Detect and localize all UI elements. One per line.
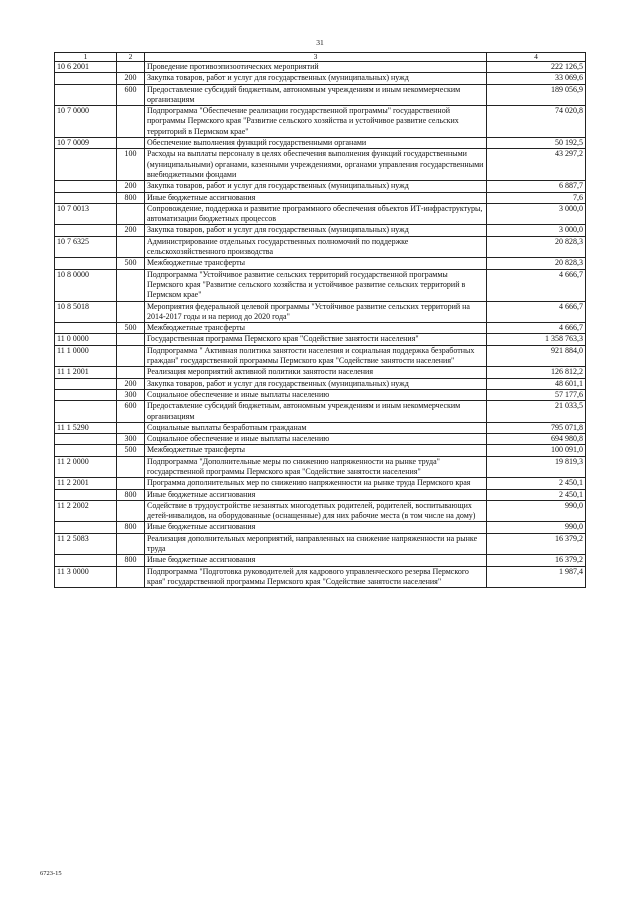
row-name: Иные бюджетные ассигнования <box>145 555 487 566</box>
table-row <box>55 84 586 106</box>
row-name: Иные бюджетные ассигнования <box>145 489 487 500</box>
row-amount: 74 020,8 <box>487 106 586 138</box>
row-name: Закупка товаров, работ и услуг для государственных (муниципальных) нужд <box>145 181 487 192</box>
row-name: Содействие в трудоустройстве незанятых многодетных родителей, родителей, воспитывающих детей-инвалидов, на оборудованные (оснащенные) для них рабочие места (в том числе на дому) <box>145 500 487 522</box>
row-code: 10 7 0009 <box>55 138 117 149</box>
row-code: 10 6 2001 <box>55 62 117 73</box>
row-amount: 990,0 <box>487 522 586 533</box>
header-col-2: 2 <box>117 53 145 62</box>
row-code <box>55 445 117 456</box>
row-amount: 3 000,0 <box>487 225 586 236</box>
row-amount: 57 177,6 <box>487 389 586 400</box>
row-code: 11 0 0000 <box>55 334 117 345</box>
table-row <box>55 422 586 433</box>
row-expense-type: 600 <box>117 84 145 106</box>
row-amount: 694 980,8 <box>487 434 586 445</box>
row-amount: 4 666,7 <box>487 323 586 334</box>
table-row <box>55 500 586 522</box>
row-expense-type: 800 <box>117 489 145 500</box>
row-amount: 2 450,1 <box>487 489 586 500</box>
row-amount: 21 033,5 <box>487 401 586 423</box>
row-code <box>55 225 117 236</box>
row-expense-type: 800 <box>117 192 145 203</box>
row-code <box>55 489 117 500</box>
row-name: Подпрограмма "Обеспечение реализации государственной программы" государственной программы Пермского края "Развитие сельского хозяйства и устойчивое развитие сельских территорий в Пермском крае" <box>145 106 487 138</box>
row-expense-type <box>117 138 145 149</box>
table-row <box>55 378 586 389</box>
row-code <box>55 401 117 423</box>
table-header <box>55 53 586 62</box>
table-row <box>55 62 586 73</box>
row-name: Социальные выплаты безработным гражданам <box>145 422 487 433</box>
table-row <box>55 225 586 236</box>
row-code: 11 2 2001 <box>55 478 117 489</box>
row-code <box>55 84 117 106</box>
row-name: Государственная программа Пермского края "Содействие занятости населения" <box>145 334 487 345</box>
row-amount: 20 828,3 <box>487 258 586 269</box>
row-expense-type <box>117 367 145 378</box>
row-expense-type <box>117 106 145 138</box>
row-expense-type: 300 <box>117 434 145 445</box>
table-row <box>55 73 586 84</box>
row-name: Закупка товаров, работ и услуг для государственных (муниципальных) нужд <box>145 73 487 84</box>
row-code <box>55 389 117 400</box>
budget-table <box>54 52 586 588</box>
row-expense-type: 800 <box>117 522 145 533</box>
row-amount: 6 887,7 <box>487 181 586 192</box>
row-code: 11 1 5290 <box>55 422 117 433</box>
table-row <box>55 236 586 258</box>
table-row <box>55 434 586 445</box>
row-expense-type <box>117 345 145 367</box>
table-row <box>55 555 586 566</box>
table-row <box>55 258 586 269</box>
row-code: 11 1 0000 <box>55 345 117 367</box>
row-code: 10 7 6325 <box>55 236 117 258</box>
table-row <box>55 522 586 533</box>
row-expense-type: 100 <box>117 149 145 181</box>
row-amount: 33 069,6 <box>487 73 586 84</box>
row-code <box>55 149 117 181</box>
table-row <box>55 269 586 301</box>
row-code <box>55 378 117 389</box>
row-amount: 48 601,1 <box>487 378 586 389</box>
row-name: Подпрограмма "Подготовка руководителей для кадрового управленческого резерва Пермского края" государственной программы Пермского края "Содействие занятости населения" <box>145 566 487 588</box>
row-name: Предоставление субсидий бюджетным, автономным учреждениям и иным некоммерческим организациям <box>145 84 487 106</box>
row-name: Расходы на выплаты персоналу в целях обеспечения выполнения функций государственными (муниципальными) органами, казенными учреждениями, органами управления государственными внебюджетными фондами <box>145 149 487 181</box>
row-code: 11 2 0000 <box>55 456 117 478</box>
table-row <box>55 367 586 378</box>
row-amount: 795 071,8 <box>487 422 586 433</box>
table-row <box>55 389 586 400</box>
row-code <box>55 258 117 269</box>
row-expense-type: 200 <box>117 225 145 236</box>
row-name: Подпрограмма "Дополнительные меры по снижению напряженности на рынке труда" государственной программы Пермского края "Содействие занятости населения" <box>145 456 487 478</box>
row-amount: 222 126,5 <box>487 62 586 73</box>
row-name: Закупка товаров, работ и услуг для государственных (муниципальных) нужд <box>145 225 487 236</box>
row-code <box>55 323 117 334</box>
row-expense-type <box>117 236 145 258</box>
row-expense-type: 200 <box>117 73 145 84</box>
row-amount: 4 666,7 <box>487 269 586 301</box>
row-name: Иные бюджетные ассигнования <box>145 522 487 533</box>
row-code <box>55 73 117 84</box>
row-name: Подпрограмма "Устойчивое развитие сельских территорий государственной программы Пермского края "Развитие сельского хозяйства и устойчивое развитие сельских территорий в Пермском крае" <box>145 269 487 301</box>
row-expense-type <box>117 62 145 73</box>
row-expense-type <box>117 203 145 225</box>
row-amount: 1 987,4 <box>487 566 586 588</box>
row-amount: 990,0 <box>487 500 586 522</box>
row-expense-type <box>117 269 145 301</box>
row-code: 10 7 0000 <box>55 106 117 138</box>
table-row <box>55 456 586 478</box>
row-expense-type: 500 <box>117 445 145 456</box>
table-row <box>55 533 586 555</box>
table-row <box>55 181 586 192</box>
row-expense-type <box>117 334 145 345</box>
page-number: 31 <box>316 38 324 47</box>
row-name: Иные бюджетные ассигнования <box>145 192 487 203</box>
row-amount: 50 192,5 <box>487 138 586 149</box>
table-row <box>55 149 586 181</box>
row-expense-type <box>117 301 145 323</box>
row-name: Реализация дополнительных мероприятий, направленных на снижение напряженности на рынке труда <box>145 533 487 555</box>
row-code: 11 3 0000 <box>55 566 117 588</box>
row-amount: 7,6 <box>487 192 586 203</box>
row-name: Подпрограмма " Активная политика занятости населения и социальная поддержка безработных граждан" государственной программы Пермского края "Содействие занятости населения" <box>145 345 487 367</box>
header-col-3: 3 <box>145 53 487 62</box>
row-expense-type <box>117 500 145 522</box>
table-row <box>55 323 586 334</box>
row-name: Реализация мероприятий активной политики занятости населения <box>145 367 487 378</box>
table-row <box>55 334 586 345</box>
table-row <box>55 566 586 588</box>
row-name: Социальное обеспечение и иные выплаты населению <box>145 434 487 445</box>
row-name: Администрирование отдельных государственных полномочий по поддержке сельскохозяйственного производства <box>145 236 487 258</box>
table-body <box>55 62 586 588</box>
header-col-4: 4 <box>487 53 586 62</box>
header-col-1: 1 <box>55 53 117 62</box>
row-expense-type: 200 <box>117 378 145 389</box>
row-amount: 20 828,3 <box>487 236 586 258</box>
row-code <box>55 522 117 533</box>
table-row <box>55 445 586 456</box>
table-row <box>55 345 586 367</box>
row-expense-type <box>117 533 145 555</box>
row-expense-type: 600 <box>117 401 145 423</box>
row-amount: 3 000,0 <box>487 203 586 225</box>
table-row <box>55 203 586 225</box>
row-name: Мероприятия федеральной целевой программы "Устойчивое развитие сельских территорий на 2014-2017 годы и на период до 2020 года" <box>145 301 487 323</box>
row-expense-type: 200 <box>117 181 145 192</box>
table-row <box>55 106 586 138</box>
row-amount: 43 297,2 <box>487 149 586 181</box>
table-row <box>55 401 586 423</box>
row-name: Закупка товаров, работ и услуг для государственных (муниципальных) нужд <box>145 378 487 389</box>
table-row <box>55 192 586 203</box>
row-amount: 19 819,3 <box>487 456 586 478</box>
row-name: Программа дополнительных мер по снижению напряженности на рынке труда Пермского края <box>145 478 487 489</box>
row-code <box>55 555 117 566</box>
row-name: Межбюджетные трансферты <box>145 323 487 334</box>
row-code: 11 1 2001 <box>55 367 117 378</box>
row-expense-type <box>117 478 145 489</box>
row-code <box>55 192 117 203</box>
row-expense-type <box>117 456 145 478</box>
row-code: 10 7 0013 <box>55 203 117 225</box>
table-row <box>55 478 586 489</box>
row-amount: 16 379,2 <box>487 555 586 566</box>
row-name: Проведение противоэпизоотических мероприятий <box>145 62 487 73</box>
row-name: Предоставление субсидий бюджетным, автономным учреждениям и иным некоммерческим организациям <box>145 401 487 423</box>
row-name: Обеспечение выполнения функций государственными органами <box>145 138 487 149</box>
row-name: Межбюджетные трансферты <box>145 445 487 456</box>
row-code: 10 8 5018 <box>55 301 117 323</box>
row-code: 11 2 5083 <box>55 533 117 555</box>
row-amount: 4 666,7 <box>487 301 586 323</box>
row-amount: 189 056,9 <box>487 84 586 106</box>
row-amount: 2 450,1 <box>487 478 586 489</box>
row-code: 11 2 2002 <box>55 500 117 522</box>
table-row <box>55 489 586 500</box>
table-row <box>55 138 586 149</box>
row-expense-type <box>117 566 145 588</box>
row-amount: 921 884,0 <box>487 345 586 367</box>
row-amount: 16 379,2 <box>487 533 586 555</box>
row-name: Социальное обеспечение и иные выплаты населению <box>145 389 487 400</box>
row-expense-type: 500 <box>117 323 145 334</box>
row-expense-type: 800 <box>117 555 145 566</box>
row-amount: 100 091,0 <box>487 445 586 456</box>
row-name: Межбюджетные трансферты <box>145 258 487 269</box>
row-name: Сопровождение, поддержка и развитие программного обеспечения объектов ИТ-инфраструктуры, автоматизации бюджетных процессов <box>145 203 487 225</box>
row-amount: 126 812,2 <box>487 367 586 378</box>
row-code <box>55 181 117 192</box>
row-code <box>55 434 117 445</box>
row-expense-type: 300 <box>117 389 145 400</box>
row-expense-type: 500 <box>117 258 145 269</box>
row-expense-type <box>117 422 145 433</box>
row-code: 10 8 0000 <box>55 269 117 301</box>
row-amount: 1 358 763,3 <box>487 334 586 345</box>
footer-code: 6723-15 <box>40 870 62 877</box>
table-row <box>55 301 586 323</box>
